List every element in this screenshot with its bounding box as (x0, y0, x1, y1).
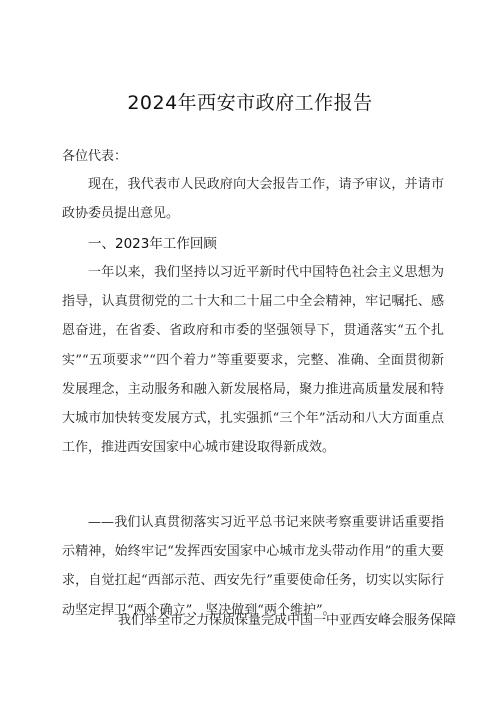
intro-paragraph: 现在，我代表市人民政府向大会报告工作，请予审议，并请市政协委员提出意见。 (62, 177, 444, 222)
section-heading: 一、2023年工作回顾 (88, 236, 217, 252)
salutation: 各位代表： (62, 149, 128, 164)
partial-paragraph: 我们举全市之力保质保量完成中国一中亚西安峰会服务保障 (118, 613, 457, 628)
document-title: 2024年西安市政府工作报告 (127, 92, 373, 114)
review-paragraph: 一年以来，我们坚持以习近平新时代中国特色社会主义思想为指导，认真贯彻党的二十大和二十届二中全会精神，牢记嘱托、感恩奋进，在省委、省政府和市委的坚强领导下，贯通落实“五个扎实”“五项要求”“四个着力”等重要要求，完整、准确、全面贯彻新发展理念，主动服务和融入新发展格局，聚力推进高质量发展和特大城市加快转变发展方式，扎实强抓“三个年”活动和八大方面重点工作，推进西安国家中心城市建设取得新成效。 (62, 265, 444, 456)
dash-paragraph: ——我们认真贯彻落实习近平总书记来陕考察重要讲话重要指示精神，始终牢记“发挥西安国家中心城市龙头带动作用”的重大要求，自觉扛起“西部示范、西安先行”重要使命任务，切实以实际行动坚定捍卫“两个确立”、坚决做到“两个维护”。 (62, 515, 444, 618)
